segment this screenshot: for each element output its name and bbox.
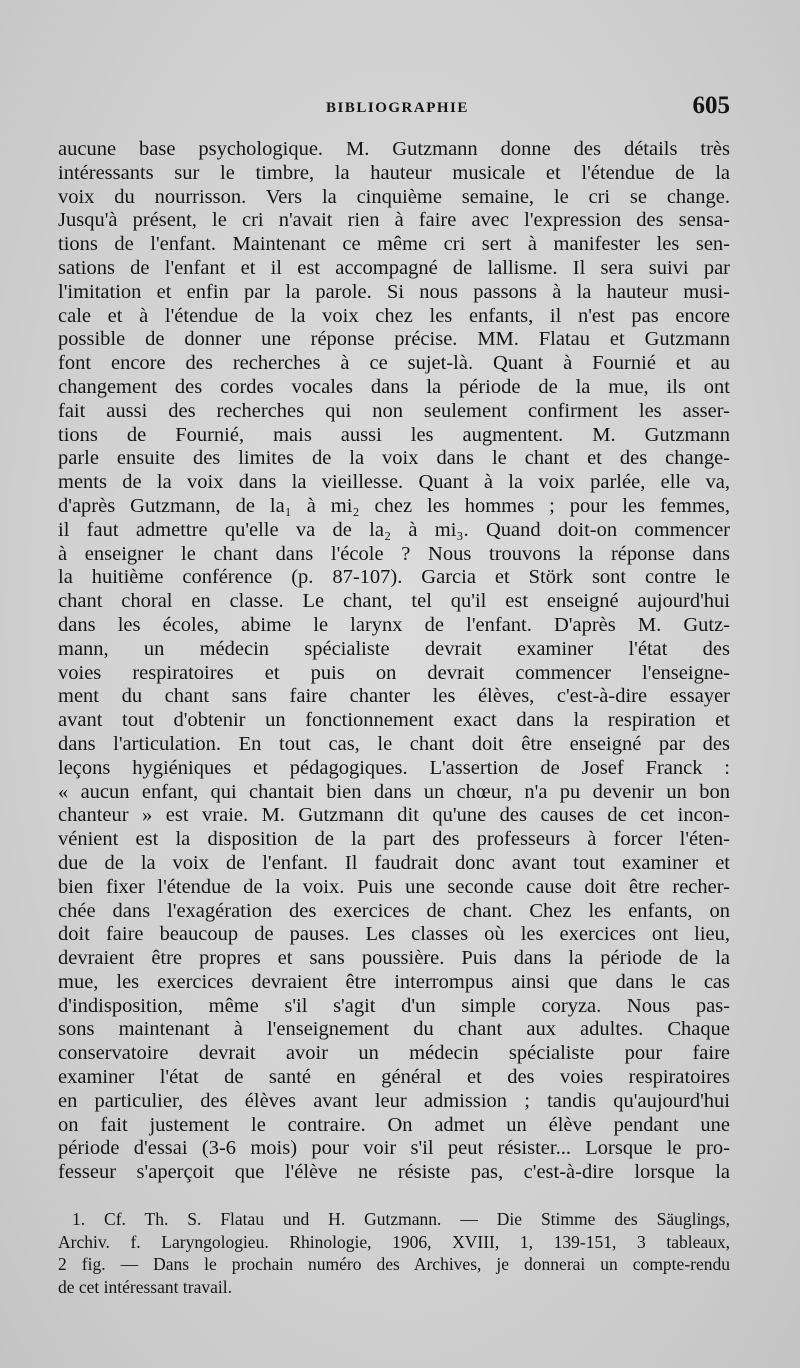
text-line: fesseur s'aperçoit que l'élève ne résiste pas, c'est-à-dire lorsque la [58, 1161, 730, 1184]
text-line: chanteur » est vraie. M. Gutzmann dit qu'une des causes de cet incon- [58, 804, 730, 827]
text-line: due de la voix de l'enfant. Il faudrait donc avant tout examiner et [58, 851, 730, 874]
text-line: sons maintenant à l'enseignement du chant aux adultes. Chaque [58, 1018, 730, 1041]
text-line: « aucun enfant, qui chantait bien dans un chœur, n'a pu devenir un bon [58, 780, 730, 803]
text-line: chée dans l'exagération des exercices de chant. Chez les enfants, on [58, 899, 730, 922]
text-line: examiner l'état de santé en général et des voies respiratoires [58, 1066, 730, 1089]
text-line: ment du chant sans faire chanter les élèves, c'est-à-dire essayer [58, 685, 730, 708]
footnotes [58, 1208, 730, 1298]
footnote-line: Archiv. f. Laryngologieu. Rhinologie, 1906, XVIII, 1, 139-151, 3 tableaux, [58, 1231, 730, 1252]
text-line: voix du nourrisson. Vers la cinquième semaine, le cri se change. [58, 185, 730, 208]
text-line: sations de l'enfant et il est accompagné de lallisme. Il sera suivi par [58, 256, 730, 279]
text-line: tions de l'enfant. Maintenant ce même cri sert à manifester les sen- [58, 233, 730, 256]
text-line: tions de Fournié, mais aussi les augmentent. M. Gutzmann [58, 423, 730, 446]
footnote-line: 2 fig. — Dans le prochain numéro des Archives, je donnerai un compte-rendu [58, 1254, 730, 1274]
text-line: période d'essai (3-6 mois) pour voir s'il peut résister... Lorsque le pro- [58, 1137, 730, 1160]
text-line: voies respiratoires et puis on devrait commencer l'enseigne- [58, 661, 730, 684]
text-line: d'indisposition, même s'il s'agit d'un simple coryza. Nous pas- [58, 994, 730, 1017]
text-line: il faut admettre qu'elle va de la₂ à mi₃. Quand doit-on commencer [58, 518, 730, 541]
text-line: changement des cordes vocales dans la période de la mue, ils ont [58, 375, 730, 398]
text-line: vénient est la disposition de la part des professeurs à forcer l'éten- [58, 828, 730, 851]
text-line: intéressants sur le timbre, la hauteur musicale et l'étendue de la [58, 161, 730, 184]
text-line: parle ensuite des limites de la voix dans le chant et des change- [58, 447, 730, 470]
text-line: Jusqu'à présent, le cri n'avait rien à faire avec l'expression des sensa- [58, 209, 730, 232]
text-line: avant tout d'obtenir un fonctionnement exact dans la respiration et [58, 709, 730, 732]
text-line: mann, un médecin spécialiste devrait examiner l'état des [58, 637, 730, 660]
text-line: la huitième conférence (p. 87-107). Garcia et Störk sont contre le [58, 566, 730, 589]
text-line: bien fixer l'étendue de la voix. Puis une seconde cause doit être recher- [58, 875, 730, 898]
text-line: l'imitation et enfin par la parole. Si nous passons à la hauteur musi- [58, 280, 730, 303]
text-line: ments de la voix dans la vieillesse. Quant à la voix parlée, elle va, [58, 471, 730, 494]
footnote-line: de cet intéressant travail. [58, 1276, 232, 1297]
text-line: d'après Gutzmann, de la₁ à mi₂ chez les hommes ; pour les femmes, [58, 494, 730, 517]
footnote-line: 1. Cf. Th. S. Flatau und H. Gutzmann. — Die Stimme des Säuglings, [72, 1209, 730, 1229]
text-line: dans les écoles, abime le larynx de l'enfant. D'après M. Gutz- [58, 613, 730, 636]
text-line: mue, les exercices devraient être interrompus ainsi que dans le cas [58, 970, 730, 993]
text-line: conservatoire devrait avoir un médecin spécialiste pour faire [58, 1042, 730, 1065]
text-line: on fait justement le contraire. On admet un élève pendant une [58, 1113, 730, 1136]
text-line: fait aussi des recherches qui non seulement confirment les asser- [58, 399, 730, 422]
page-number: 605 [692, 92, 730, 119]
text-line: leçons hygiéniques et pédagogiques. L'assertion de Josef Franck : [58, 756, 730, 779]
text-line: chant choral en classe. Le chant, tel qu'il est enseigné aujourd'hui [58, 590, 730, 613]
text-line: à enseigner le chant dans l'école ? Nous trouvons la réponse dans [58, 542, 730, 565]
text-line: font encore des recherches à ce sujet-là. Quant à Fournié et au [58, 352, 730, 375]
text-line: en particulier, des élèves avant leur admission ; tandis qu'aujourd'hui [58, 1089, 730, 1112]
text-line: devraient être propres et sans poussière. Puis dans la période de la [58, 947, 730, 970]
text-line: dans l'articulation. En tout cas, le chant doit être enseigné par des [58, 732, 730, 755]
text-line: aucune base psychologique. M. Gutzmann donne des détails très [58, 138, 730, 160]
text-line: cale et à l'étendue de la voix chez les enfants, il n'est pas encore [58, 304, 730, 327]
text-line: possible de donner une réponse précise. MM. Flatau et Gutzmann [58, 328, 730, 351]
page-header [58, 92, 730, 124]
body-text [58, 138, 730, 1185]
text-line: doit faire beaucoup de pauses. Les classes où les exercices ont lieu, [58, 923, 730, 946]
running-title: BIBLIOGRAPHIE [326, 100, 469, 116]
